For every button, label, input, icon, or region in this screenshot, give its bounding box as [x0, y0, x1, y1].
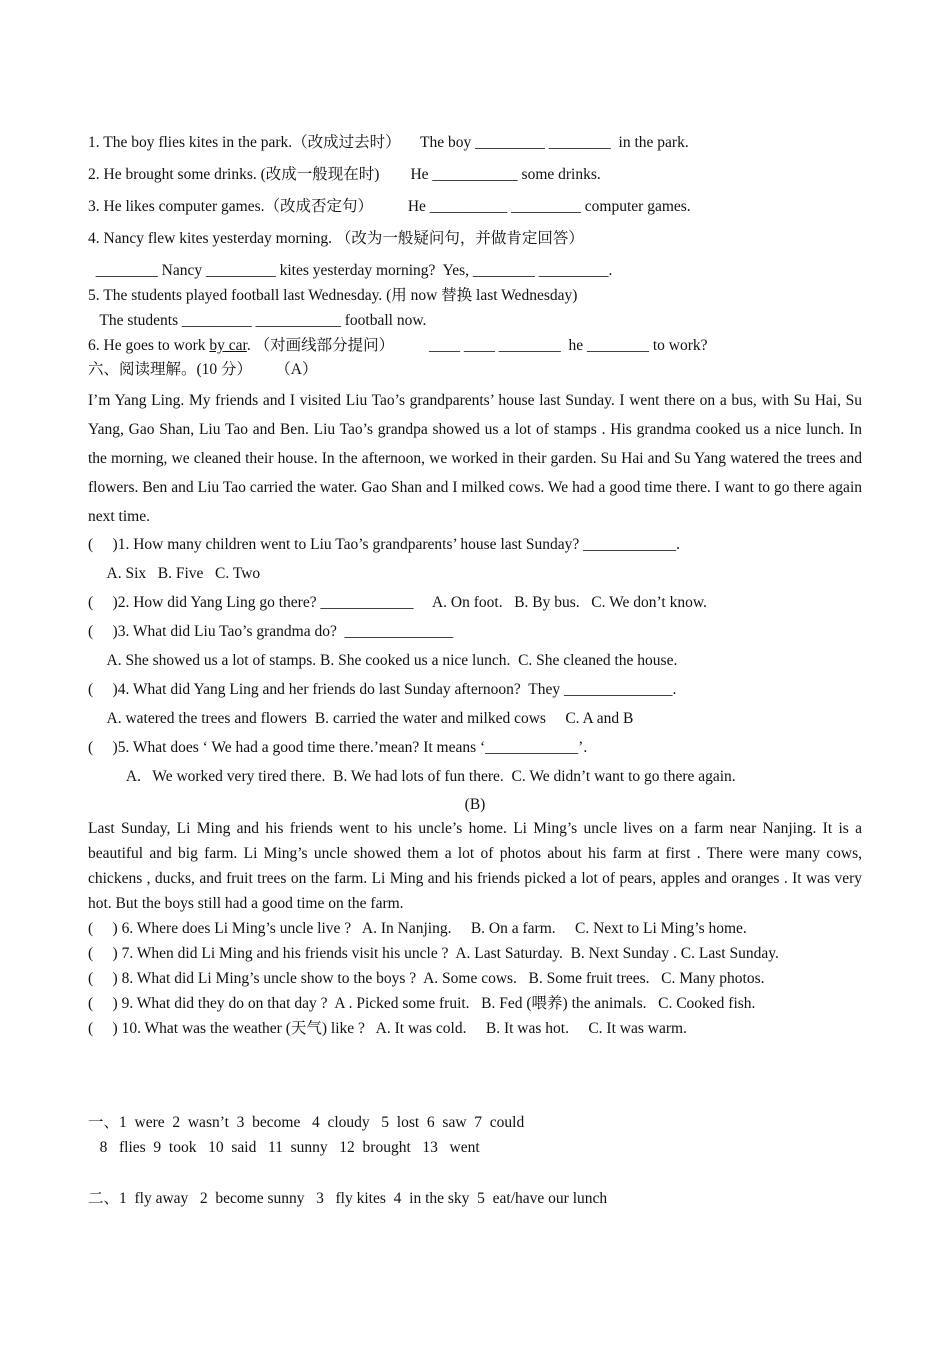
answer-key-part1-line2: 8 flies 9 took 10 said 11 sunny 12 brought 13 went [88, 1139, 480, 1156]
rewrite-q3: 3. He likes computer games.（改成否定句） He __________ _________ computer games. [88, 198, 691, 215]
section-b-heading: (B) [464, 796, 486, 813]
rewrite-q6-underlined: by car [209, 337, 247, 354]
answer-key-part2: 二、1 fly away 2 become sunny 3 fly kites 4 in the sky 5 eat/have our lunch [88, 1190, 608, 1207]
question-a5: ( )5. What does ‘ We had a good time there.’mean? It means ‘____________’. [88, 739, 588, 756]
question-b7: ( ) 7. When did Li Ming and his friends visit his uncle ? A. Last Saturday. B. Next Sunday . C. Last Sunday. [88, 945, 779, 962]
question-a4-options: A. watered the trees and flowers B. carried the water and milked cows C. A and B [88, 710, 634, 727]
rewrite-q1: 1. The boy flies kites in the park.（改成过去时） The boy _________ ________ in the park. [88, 134, 689, 151]
rewrite-q4: 4. Nancy flew kites yesterday morning. （改为一般疑问句，并做肯定回答） [88, 230, 584, 247]
passage-b: Last Sunday, Li Ming and his friends went to his uncle’s home. Li Ming’s uncle lives on a farm near Nanjing. It is a beautiful and big farm. Li Ming’s uncle showed them a lot of photos about his farm at first . There were many cows, chickens , ducks, and fruit trees on the farm. Li Ming and his friends picked a lot of pears, apples and oranges . It was very hot. But the boys still had a good time on the farm. [88, 820, 862, 912]
rewrite-q2: 2. He brought some drinks. (改成一般现在时) He ___________ some drinks. [88, 166, 601, 183]
question-a5-options: A. We worked very tired there. B. We had lots of fun there. C. We didn’t want to go there again. [88, 768, 736, 785]
question-a3-options: A. She showed us a lot of stamps. B. She cooked us a nice lunch. C. She cleaned the house. [88, 652, 678, 669]
question-a4: ( )4. What did Yang Ling and her friends do last Sunday afternoon? They ______________. [88, 681, 677, 698]
rewrite-q5: 5. The students played football last Wednesday. (用 now 替换 last Wednesday) [88, 287, 578, 304]
answer-key-part1-line1: 一、1 were 2 wasn’t 3 become 4 cloudy 5 lost 6 saw 7 could [88, 1114, 525, 1131]
rewrite-q4-answer: ________ Nancy _________ kites yesterday morning? Yes, ________ _________. [88, 262, 613, 279]
question-a2: ( )2. How did Yang Ling go there? ____________ A. On foot. B. By bus. C. We don’t know. [88, 594, 707, 611]
rewrite-q6-prefix: 6. He goes to work [88, 337, 210, 354]
rewrite-q5-answer: The students _________ ___________ football now. [88, 312, 427, 329]
rewrite-q6-suffix: . （对画线部分提问） ____ ____ ________ he ________ to work? [246, 337, 708, 354]
question-b9: ( ) 9. What did they do on that day ? A . Picked some fruit. B. Fed (喂养) the animals. C. Cooked fish. [88, 995, 756, 1012]
question-a1-options: A. Six B. Five C. Two [88, 565, 261, 582]
question-a1: ( )1. How many children went to Liu Tao’s grandparents’ house last Sunday? ____________. [88, 536, 680, 553]
question-a3: ( )3. What did Liu Tao’s grandma do? ______________ [88, 623, 454, 640]
question-b10: ( ) 10. What was the weather (天气) like ? A. It was cold. B. It was hot. C. It was warm. [88, 1020, 687, 1037]
passage-a: I’m Yang Ling. My friends and I visited Liu Tao’s grandparents’ house last Sunday. I went there on a bus, with Su Hai, Su Yang, Gao Shan, Liu Tao and Ben. Liu Tao’s grandpa showed us a lot of stamps . His grandma cooked us a nice lunch. In the morning, we cleaned their house. In the afternoon, we worked in their garden. Su Hai and Su Yang watered the trees and flowers. Ben and Liu Tao carried the water. Gao Shan and I milked cows. We had a good time there. I want to go there again next time. [88, 392, 862, 525]
question-b6: ( ) 6. Where does Li Ming’s uncle live ? A. In Nanjing. B. On a farm. C. Next to Li Ming’s home. [88, 920, 747, 937]
rewrite-q6 [88, 336, 708, 356]
reading-section-title: 六、阅读理解。(10 分） （A） [88, 361, 318, 378]
question-b8: ( ) 8. What did Li Ming’s uncle show to the boys ? A. Some cows. B. Some fruit trees. C. Many photos. [88, 970, 765, 987]
